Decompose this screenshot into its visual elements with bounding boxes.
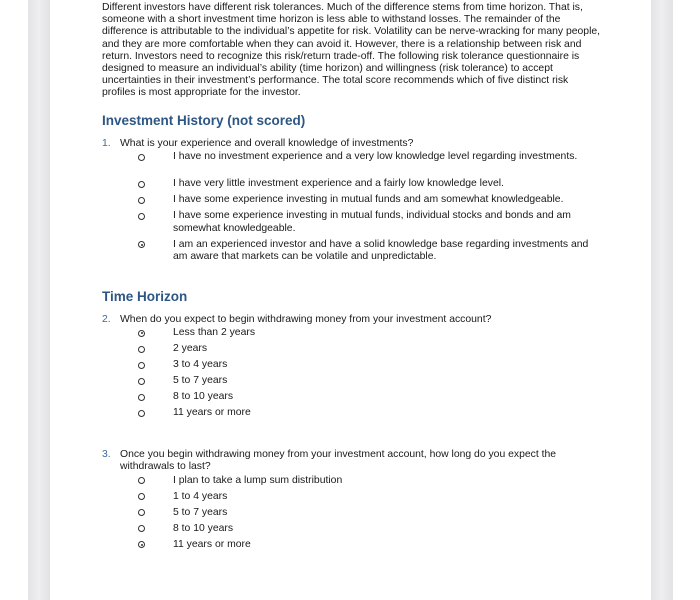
question-2-options [102, 327, 602, 419]
q1-option[interactable] [138, 210, 602, 234]
q1-option[interactable] [138, 178, 602, 190]
radio-selected-icon[interactable] [138, 330, 145, 337]
option-label: 8 to 10 years [173, 391, 234, 403]
intro-paragraph: Different investors have different risk tolerances. Much of the difference stems from time horizon. That is, someone with a short investment time horizon is less able to withstand losses. The remainder of the difference is attributable to the individual’s appetite for risk. Volatility can be nerve-wracking for many people, and they are more comfortable when they can avoid it. However, there is a relationship between risk and return. Investors need to recognize this risk/return trade-off. The following risk tolerance questionnaire is designed to measure an individual’s ability (time horizon) and willingness (risk tolerance) to accept uncertainties in their investment’s performance. The total score recommends which of five distinct risk profiles is most appropriate for the investor. [102, 2, 601, 99]
option-label: 2 years [173, 343, 208, 355]
q1-option[interactable] [138, 151, 602, 163]
document-content [102, 2, 602, 555]
q3-option[interactable] [138, 507, 602, 519]
radio-selected-icon[interactable] [138, 541, 145, 548]
option-label: 5 to 7 years [173, 375, 228, 387]
q2-option[interactable] [138, 391, 602, 403]
question-3-options [102, 475, 602, 551]
question-1 [102, 138, 602, 151]
radio-empty-icon[interactable] [138, 410, 145, 417]
question-1-options [102, 151, 602, 263]
radio-empty-icon[interactable] [138, 213, 145, 220]
option-label: I plan to take a lump sum distribution [173, 474, 343, 486]
option-label: 5 to 7 years [173, 506, 228, 518]
radio-empty-icon[interactable] [138, 154, 145, 161]
q2-option[interactable] [138, 375, 602, 387]
question-text: What is your experience and overall knowledge of investments? [120, 137, 414, 149]
radio-empty-icon[interactable] [138, 197, 145, 204]
option-label: Less than 2 years [173, 327, 256, 339]
option-label: 3 to 4 years [173, 359, 228, 371]
radio-empty-icon[interactable] [138, 346, 145, 353]
q1-option[interactable] [138, 194, 602, 206]
option-label: 11 years or more [173, 407, 251, 419]
q2-option[interactable] [138, 359, 602, 371]
radio-empty-icon[interactable] [138, 477, 145, 484]
option-label: I am an experienced investor and have a solid knowledge base regarding investments and am aware that markets can be volatile and unpredictable. [173, 238, 589, 262]
radio-empty-icon[interactable] [138, 525, 145, 532]
question-2 [102, 314, 602, 327]
question-text: Once you begin withdrawing money from your investment account, how long do you expect the withdrawals to last? [120, 448, 557, 473]
section-heading-investment-history: Investment History (not scored) [102, 112, 306, 128]
q3-option[interactable] [138, 539, 602, 551]
q1-option[interactable] [138, 239, 602, 263]
option-label: I have some experience investing in mutual funds and am somewhat knowledgeable. [173, 194, 564, 206]
radio-empty-icon[interactable] [138, 394, 145, 401]
option-label: 1 to 4 years [173, 490, 228, 502]
option-label: I have some experience investing in mutual funds, individual stocks and bonds and am somewhat knowledgeable. [173, 210, 571, 234]
section-heading-time-horizon: Time Horizon [102, 288, 188, 304]
question-3 [102, 449, 602, 474]
radio-empty-icon[interactable] [138, 181, 145, 188]
q2-option[interactable] [138, 343, 602, 355]
question-number: 2. [102, 313, 111, 325]
question-number: 3. [102, 448, 111, 460]
page-gutter-left [28, 0, 50, 600]
question-number: 1. [102, 137, 111, 149]
option-label: 8 to 10 years [173, 522, 234, 534]
option-label: I have no investment experience and a very low knowledge level regarding investments. [173, 151, 578, 163]
q2-option[interactable] [138, 327, 602, 339]
q2-option[interactable] [138, 407, 602, 419]
radio-empty-icon[interactable] [138, 493, 145, 500]
q3-option[interactable] [138, 523, 602, 535]
option-label: I have very little investment experience and a fairly low knowledge level. [173, 178, 504, 190]
page-gutter-right [651, 0, 673, 600]
radio-empty-icon[interactable] [138, 509, 145, 516]
radio-empty-icon[interactable] [138, 362, 145, 369]
option-label: 11 years or more [173, 538, 251, 550]
question-text: When do you expect to begin withdrawing money from your investment account? [120, 313, 492, 325]
q3-option[interactable] [138, 491, 602, 503]
q3-option[interactable] [138, 475, 602, 487]
radio-selected-icon[interactable] [138, 241, 145, 248]
radio-empty-icon[interactable] [138, 378, 145, 385]
